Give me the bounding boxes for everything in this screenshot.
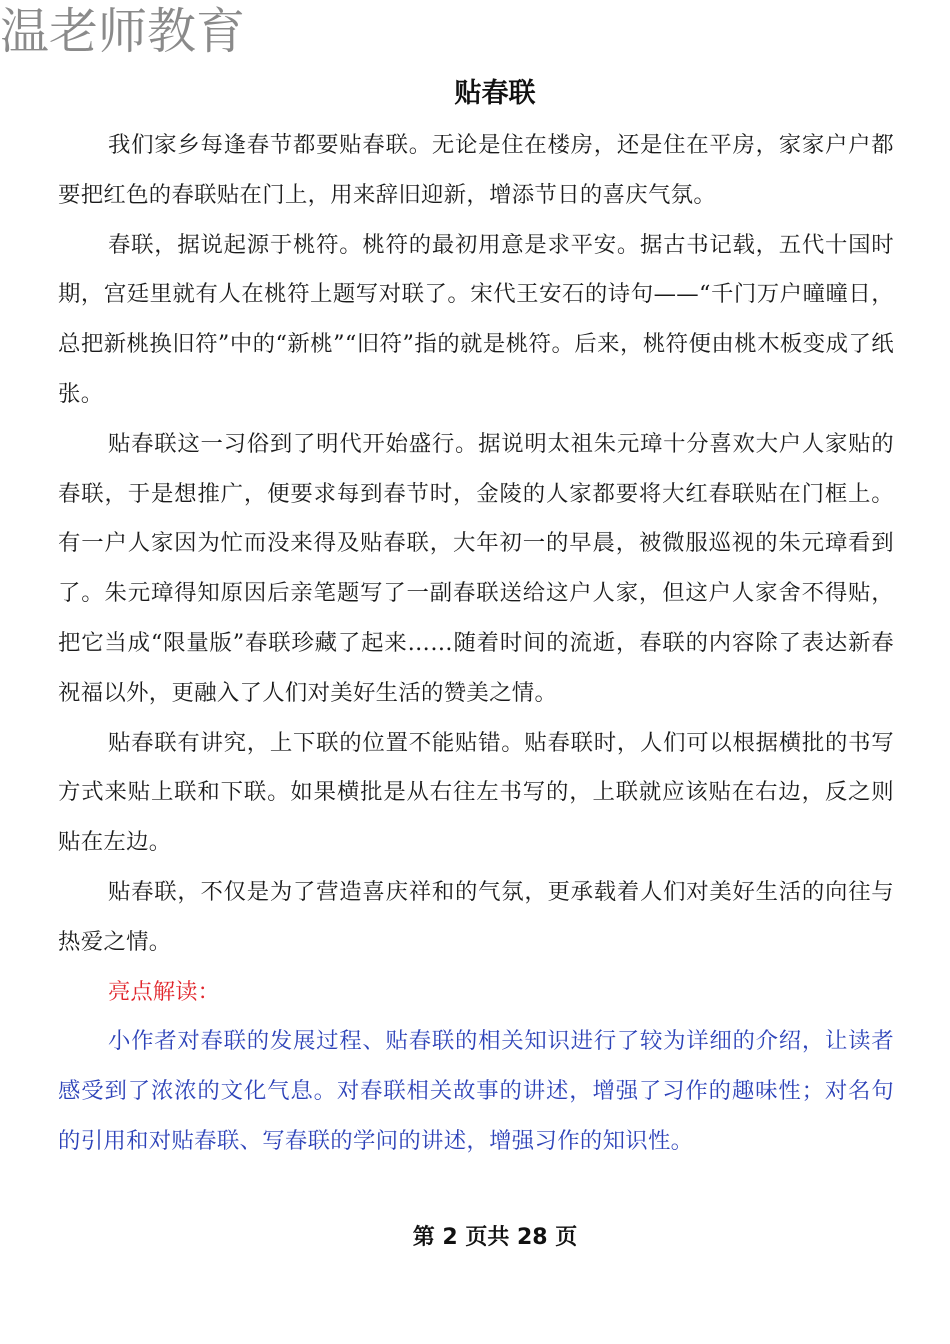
paragraph-2: 春联，据说起源于桃符。桃符的最初用意是求平安。据古书记载，五代十国时期，宫廷里就有人在桃符上题写对联了。宋代王安石的诗句——“千门万户曈曈日，总把新桃换旧符”中的“新桃”“旧符”指的就是桃符。后来，桃符便由桃木板变成了纸张。 xyxy=(58,231,894,407)
page-number-footer: 第 2 页共 28 页 xyxy=(412,1225,578,1250)
page-title: 贴春联 xyxy=(454,78,536,109)
paragraph-1: 我们家乡每逢春节都要贴春联。无论是住在楼房，还是住在平房，家家户户都要把红色的春联贴在门上，用来辞旧迎新，增添节日的喜庆气氛。 xyxy=(58,132,894,208)
paragraph-4: 贴春联有讲究，上下联的位置不能贴错。贴春联时，人们可以根据横批的书写方式来贴上联和下联。如果横批是从右往左书写的，上联就应该贴在右边，反之则贴在左边。 xyxy=(58,729,894,856)
paragraph-5: 贴春联，不仅是为了营造喜庆祥和的气氛，更承载着人们对美好生活的向往与热爱之情。 xyxy=(58,878,894,955)
highlight-heading: 亮点解读： xyxy=(108,978,220,1005)
watermark-text: 温老师教育 xyxy=(0,3,246,60)
paragraph-3: 贴春联这一习俗到了明代开始盛行。据说明太祖朱元璋十分喜欢大户人家贴的春联，于是想推广，便要求每到春节时，金陵的人家都要将大红春联贴在门框上。有一户人家因为忙而没来得及贴春联，大年初一的早晨，被微服巡视的朱元璋看到了。朱元璋得知原因后亲笔题写了一副春联送给这户人家，但这户人家舍不得贴，把它当成“限量版”春联珍藏了起来……随着时间的流逝，春联的内容除了表达新春祝福以外，更融入了人们对美好生活的赞美之情。 xyxy=(58,430,894,706)
highlight-commentary: 小作者对春联的发展过程、贴春联的相关知识进行了较为详细的介绍，让读者感受到了浓浓的文化气息。对春联相关故事的讲述，增强了习作的趣味性；对名句的引用和对贴春联、写春联的学问的讲述，增强习作的知识性。 xyxy=(58,1028,894,1154)
article-body xyxy=(58,121,894,1167)
